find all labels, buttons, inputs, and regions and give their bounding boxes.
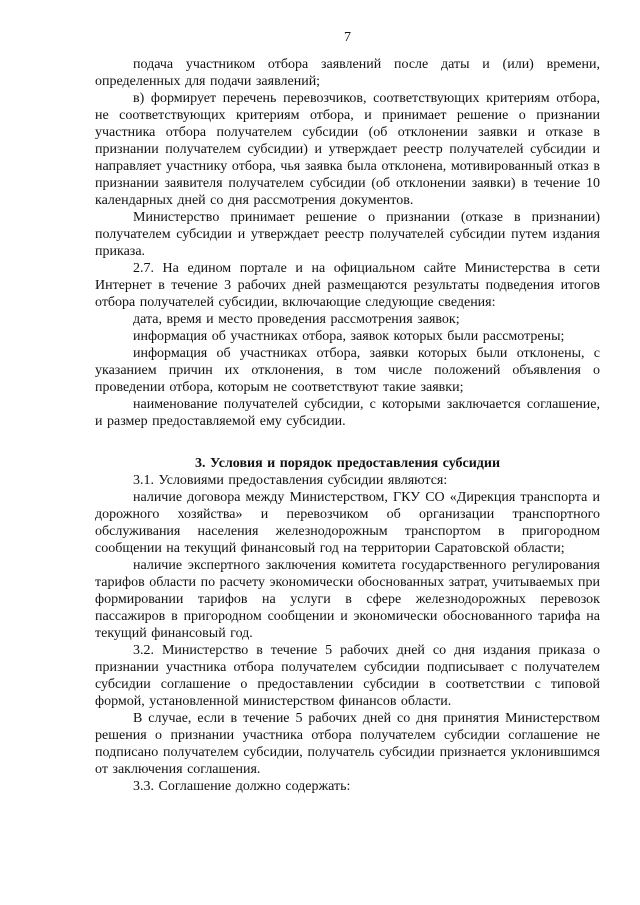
paragraph: 2.7. На едином портале и на официальном сайте Министерства в сети Интернет в течение 3 рабочих дней размещаются результаты подведения итогов отбора получателей субсидии, включающие следующие сведения:	[95, 261, 600, 310]
paragraph: наличие договора между Министерством, ГКУ СО «Дирекция транспорта и дорожного хозяйства» и перевозчиком об организации транспортного обслуживания населения железнодорожным транспортом в пригородном сообщении на текущий финансовый год на территории Саратовской области;	[95, 490, 600, 556]
page-number: 7	[344, 30, 351, 45]
section-heading: 3. Условия и порядок предоставления субсидии	[194, 456, 501, 471]
paragraph: Министерство принимает решение о признании (отказе в признании) получателем субсидии и утверждает реестр получателей субсидии путем издания приказа.	[95, 210, 600, 259]
paragraph: информация об участниках отбора, заявки которых были отклонены, с указанием причин их отклонения, в том числе положений объявления о проведении отбора, которым не соответствуют такие заявки;	[95, 346, 600, 395]
paragraph: 3.3. Соглашение должно содержать:	[133, 779, 351, 794]
document-content	[95, 56, 600, 795]
paragraph: 3.2. Министерство в течение 5 рабочих дней со дня издания приказа о признании участника отбора получателем субсидии подписывает с получателем субсидии соглашение о предоставлении субсидии в соответствии с типовой формой, установленной министерством финансов области.	[95, 643, 600, 709]
paragraph: в) формирует перечень перевозчиков, соответствующих критериям отбора, не соответствующих критериям отбора, и принимает решение о признании участника отбора получателем субсидии (об отклонении заявки и отказе в признании получателем субсидии) и утверждает реестр получателей субсидии и направляет участнику отбора, чья заявка была отклонена, мотивированный отказ в признании заявителя получателем субсидии (об отклонении заявки) в течение 10 календарных дней со дня рассмотрения документов.	[95, 91, 600, 208]
paragraph: 3.1. Условиями предоставления субсидии являются:	[133, 473, 448, 488]
paragraph: наименование получателей субсидии, с которыми заключается соглашение, и размер предоставляемой ему субсидии.	[95, 397, 600, 429]
paragraph: наличие экспертного заключения комитета государственного регулирования тарифов области по расчету экономически обоснованных затрат, учитываемых при формировании тарифов на услуги в сфере железнодорожных перевозок пассажиров в пригородном сообщении и экономически обоснованного тарифа на текущий финансовый год.	[95, 558, 600, 641]
paragraph: В случае, если в течение 5 рабочих дней со дня принятия Министерством решения о признании участника отбора получателем субсидии соглашение не подписано получателем субсидии, получатель субсидии признается уклонившимся от заключения соглашения.	[95, 711, 600, 777]
paragraph: информация об участниках отбора, заявок которых были рассмотрены;	[133, 329, 565, 344]
paragraph: дата, время и место проведения рассмотрения заявок;	[133, 312, 460, 327]
paragraph: подача участником отбора заявлений после даты и (или) времени, определенных для подачи заявлений;	[95, 57, 600, 89]
